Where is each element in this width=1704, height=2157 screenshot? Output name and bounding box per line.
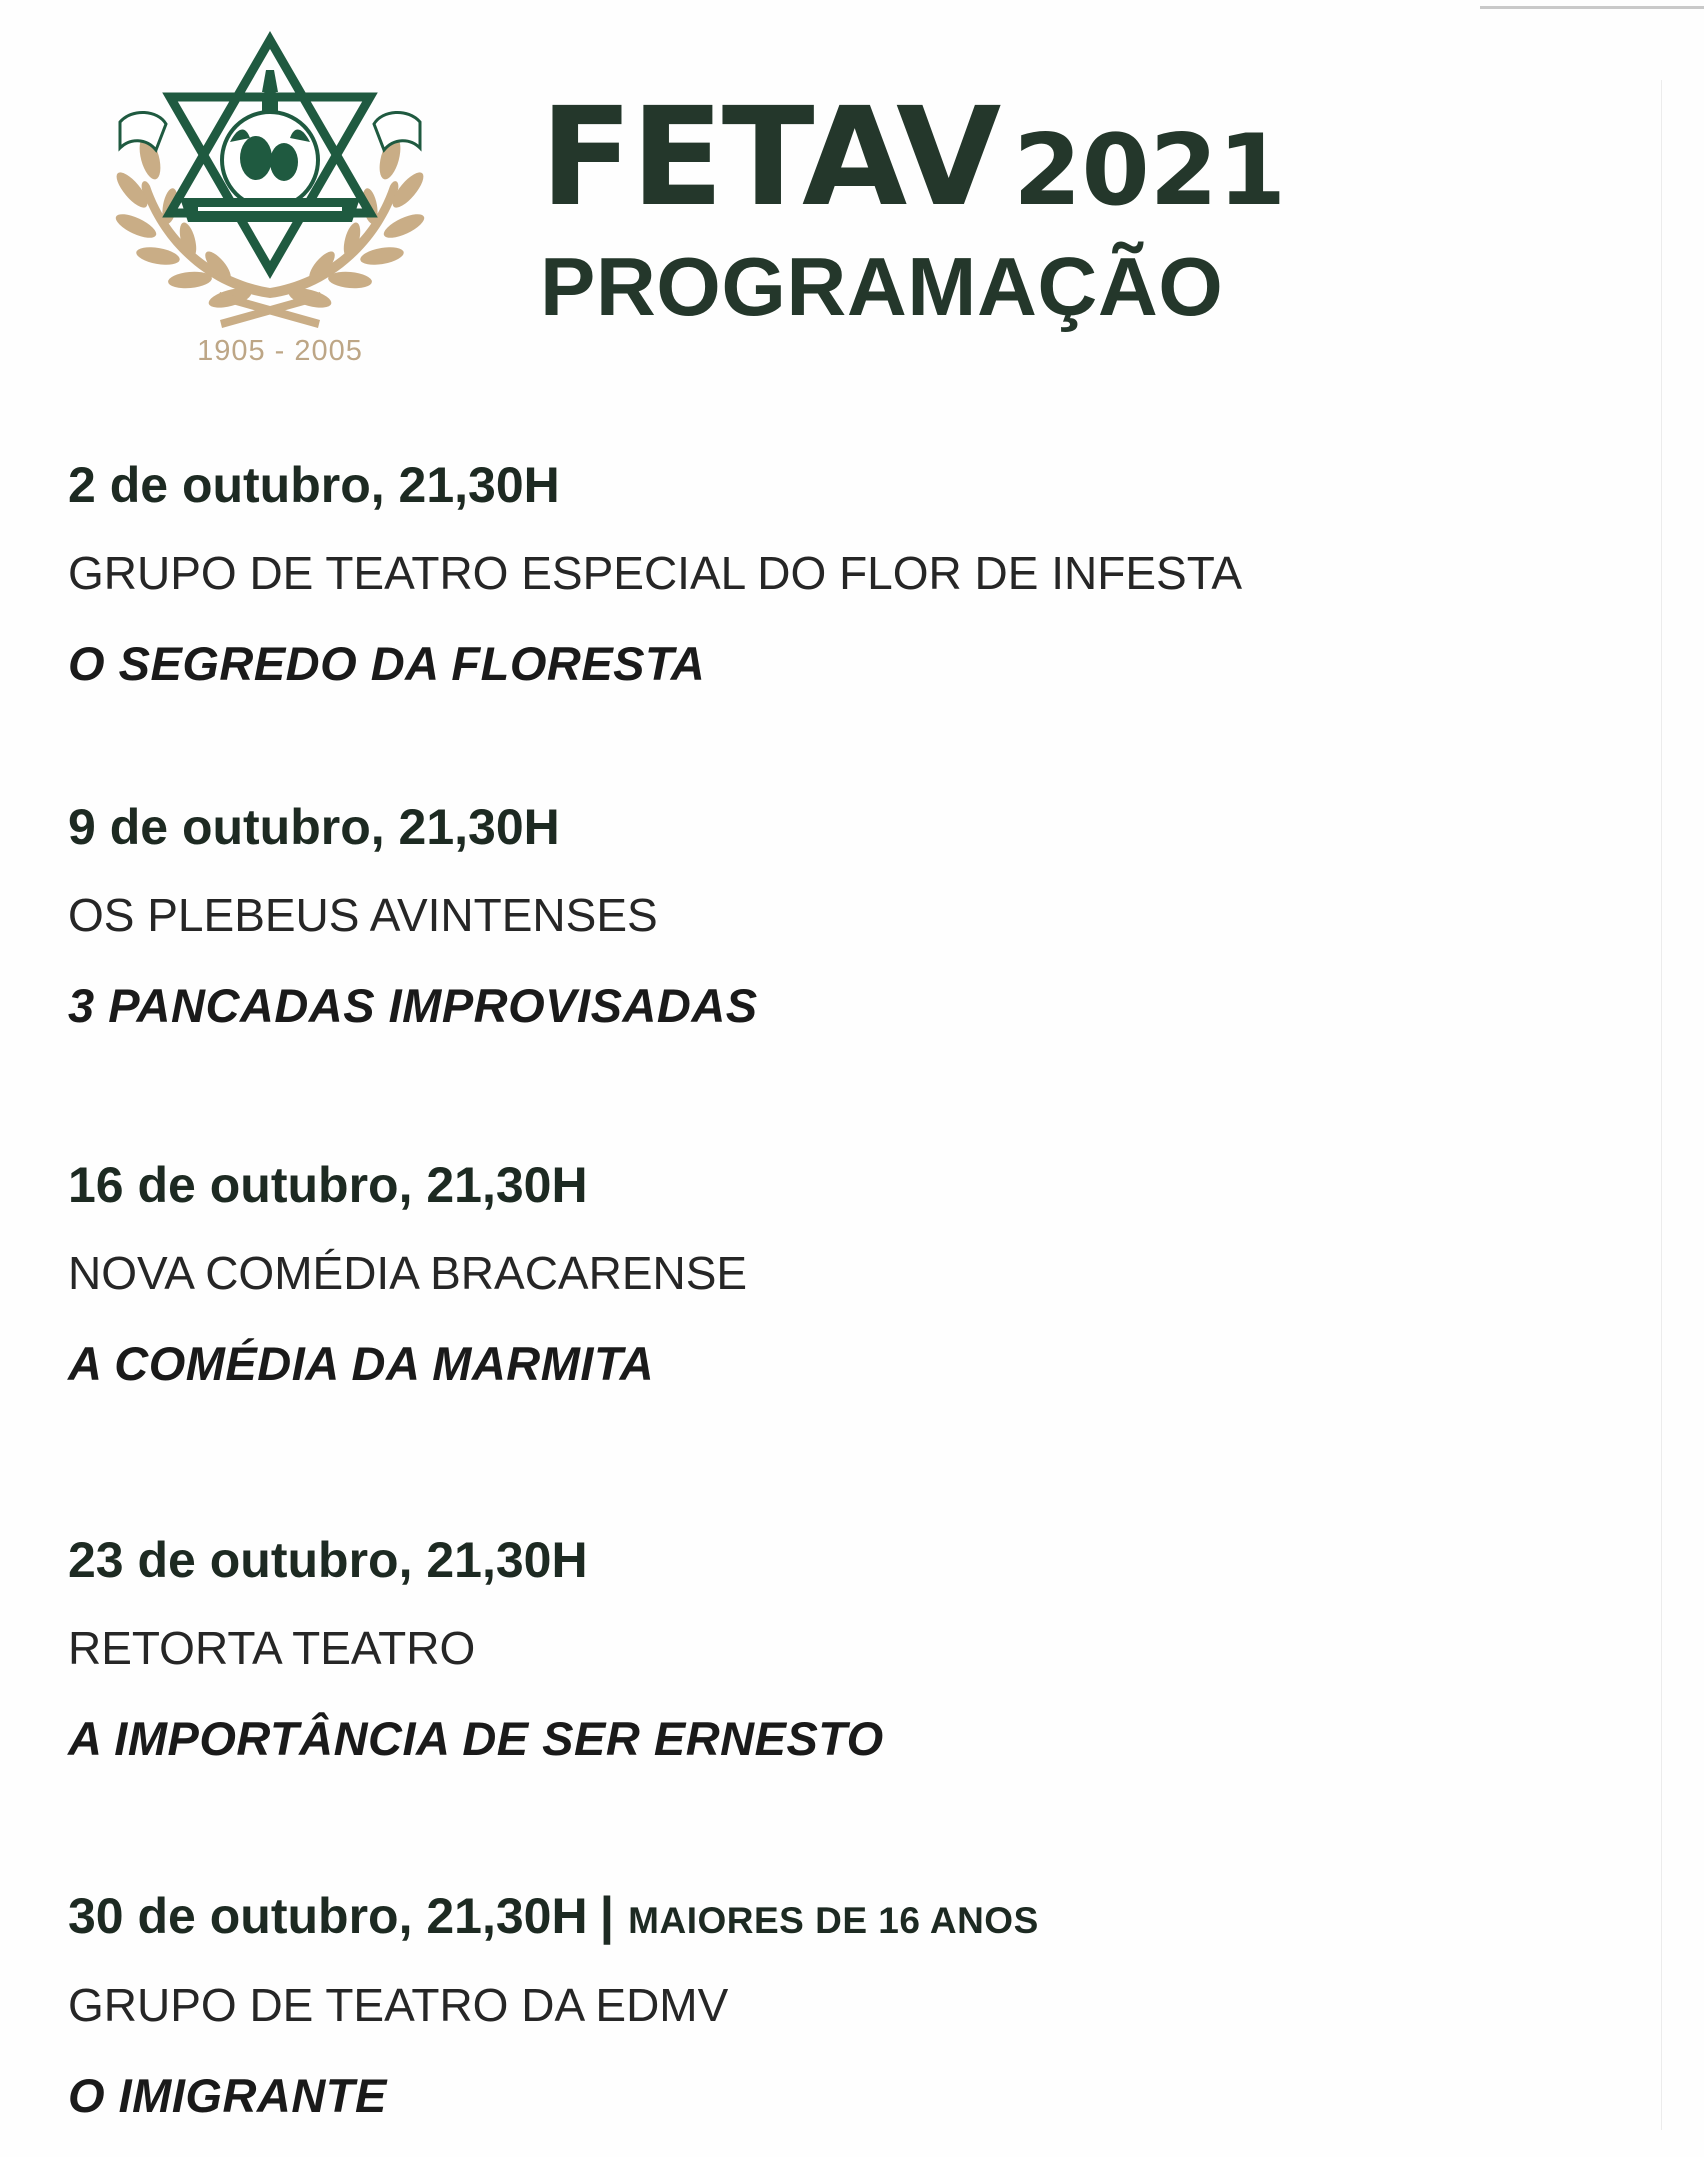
event-play-title: A COMÉDIA DA MARMITA	[68, 1337, 655, 1390]
event-play-title: O IMIGRANTE	[68, 2069, 387, 2122]
title-year: 2021	[1013, 114, 1287, 228]
logo-years-label: 1905 - 2005	[197, 335, 363, 367]
event-group: GRUPO DE TEATRO DA EDMV	[68, 1979, 729, 2031]
event-date-line	[68, 1887, 1628, 1945]
page-title	[540, 79, 1287, 237]
event-date: 9 de outubro, 21,30H	[68, 799, 560, 855]
event-play-title: O SEGREDO DA FLORESTA	[68, 637, 706, 690]
event-date: 16 de outubro, 21,30H	[68, 1157, 588, 1213]
event-group: NOVA COMÉDIA BRACARENSE	[68, 1247, 748, 1299]
program-entry	[68, 799, 1628, 1032]
program-entry	[68, 457, 1628, 690]
event-play-title: 3 PANCADAS IMPROVISADAS	[68, 979, 758, 1032]
event-group: RETORTA TEATRO	[68, 1622, 476, 1674]
scan-artifact-line	[1480, 6, 1704, 9]
title-name: FETAV	[540, 79, 1000, 237]
scan-artifact-edge	[1661, 80, 1662, 2130]
event-group: OS PLEBEUS AVINTENSES	[68, 889, 658, 941]
page-subtitle: PROGRAMAÇÃO	[540, 240, 1224, 333]
date-separator: |	[599, 1887, 615, 1945]
event-group: GRUPO DE TEATRO ESPECIAL DO FLOR DE INFESTA	[68, 547, 1243, 599]
event-date: 30 de outubro, 21,30H	[68, 1888, 588, 1944]
event-date: 23 de outubro, 21,30H	[68, 1532, 588, 1588]
program-entry	[68, 1532, 1628, 1765]
program-entry	[68, 1157, 1628, 1390]
event-date: 2 de outubro, 21,30H	[68, 457, 560, 513]
association-emblem-icon	[70, 30, 470, 380]
age-restriction-note: MAIORES DE 16 ANOS	[628, 1900, 1039, 1941]
program-entry	[68, 1887, 1628, 2122]
event-play-title: A IMPORTÂNCIA DE SER ERNESTO	[68, 1712, 884, 1765]
